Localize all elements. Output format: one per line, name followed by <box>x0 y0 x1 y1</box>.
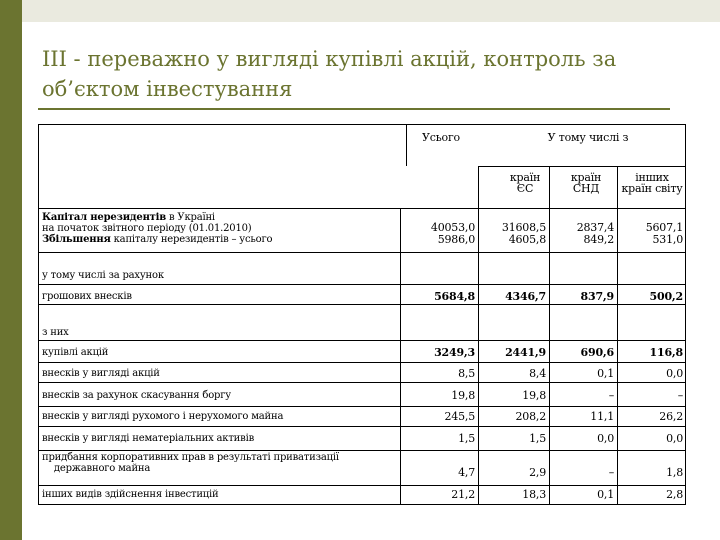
page-title: ІІІ - переважно у вигляді купівлі акцій, контроль за об’єктом інвестування <box>42 47 617 101</box>
header-cis: країн СНД <box>570 171 602 195</box>
table-cell-total: 40053,0 <box>430 221 475 234</box>
table-cell-total: 5684,8 <box>434 290 475 303</box>
table-cell-other: 2,8 <box>666 488 683 501</box>
table-cell-eu: 1,5 <box>529 432 546 445</box>
table-row-label: купівлі акцій <box>42 347 109 358</box>
investment-table <box>38 124 686 505</box>
header-subdivider <box>478 166 686 167</box>
table-cell-cis: 837,9 <box>580 290 614 303</box>
row-divider <box>38 304 686 305</box>
table-row-label: внесків у вигляді акцій <box>42 368 160 379</box>
table-cell-other: 531,0 <box>652 233 683 246</box>
table-cell-cis: 849,2 <box>583 233 614 246</box>
table-row-label: внесків у вигляді рухомого і нерухомого майна <box>42 411 284 422</box>
table-row-label: Капітал нерезидентів в Україні на початок звітного періоду (01.01.2010) <box>42 212 252 234</box>
row-divider <box>38 382 686 383</box>
row-divider <box>38 252 686 253</box>
header-divider-cis-other <box>617 166 618 208</box>
table-bottom-border <box>38 504 686 505</box>
table-row-label: грошових внесків <box>42 291 132 302</box>
table-cell-total: 5986,0 <box>437 233 475 246</box>
table-cell-other: 500,2 <box>649 290 683 303</box>
header-eu: країн ЄС <box>509 171 541 195</box>
table-row-label: у тому числі за рахунок <box>42 270 164 281</box>
table-cell-other: 1,8 <box>666 466 683 479</box>
table-row-label: Збільшення капіталу нерезидентів – усього <box>42 234 273 245</box>
table-cell-cis: – <box>608 389 614 402</box>
header-bottom-border <box>38 208 686 209</box>
table-cell-cis: 2837,4 <box>576 221 614 234</box>
table-row-label: з них <box>42 327 69 338</box>
row-divider <box>38 362 686 363</box>
table-cell-eu: 4346,7 <box>505 290 546 303</box>
table-cell-eu: 31608,5 <box>501 221 546 234</box>
table-row-label: внесків за рахунок скасування боргу <box>42 390 231 401</box>
table-cell-cis: 0,1 <box>597 488 614 501</box>
row-divider <box>38 340 686 341</box>
table-row-label: інших видів здійснення інвестицій <box>42 489 219 500</box>
table-cell-other: 5607,1 <box>645 221 683 234</box>
header-divider-total <box>406 124 407 166</box>
header-other: інших країн світу <box>621 171 683 195</box>
header-divider-total-lower <box>478 166 479 208</box>
table-cell-total: 21,2 <box>451 488 475 501</box>
table-cell-cis: 0,1 <box>597 367 614 380</box>
table-cell-eu: 8,4 <box>529 367 546 380</box>
table-cell-cis: 11,1 <box>590 410 614 423</box>
title-underline <box>38 108 670 110</box>
table-cell-total: 1,5 <box>458 432 475 445</box>
table-cell-cis: 690,6 <box>580 346 614 359</box>
table-cell-total: 245,5 <box>444 410 475 423</box>
header-divider-eu-cis <box>549 166 550 208</box>
table-top-border <box>38 124 686 125</box>
table-cell-other: 0,0 <box>666 367 683 380</box>
table-cell-cis: – <box>608 466 614 479</box>
table-cell-other: – <box>677 389 683 402</box>
table-cell-total: 8,5 <box>458 367 475 380</box>
table-cell-eu: 208,2 <box>515 410 546 423</box>
table-cell-eu: 18,3 <box>522 488 546 501</box>
row-divider <box>38 406 686 407</box>
table-left-border <box>38 124 39 505</box>
left-accent-bar <box>0 0 22 540</box>
table-cell-total: 19,8 <box>451 389 475 402</box>
table-cell-other: 116,8 <box>649 346 683 359</box>
table-cell-other: 0,0 <box>666 432 683 445</box>
table-row-label: внесків у вигляді нематеріальних активів <box>42 433 255 444</box>
table-cell-other: 26,2 <box>659 410 683 423</box>
table-row-label: придбання корпоративних прав в результаті приватизації державного майна <box>42 452 339 474</box>
table-cell-eu: 19,8 <box>522 389 546 402</box>
table-cell-cis: 0,0 <box>597 432 614 445</box>
table-cell-eu: 4605,8 <box>508 233 546 246</box>
table-cell-eu: 2,9 <box>529 466 546 479</box>
top-band <box>22 0 720 22</box>
row-divider <box>38 450 686 451</box>
table-right-border <box>685 124 686 505</box>
row-divider <box>38 284 686 285</box>
table-cell-eu: 2441,9 <box>505 346 546 359</box>
table-cell-total: 4,7 <box>458 466 475 479</box>
row-divider <box>38 485 686 486</box>
header-total: Усього <box>422 131 460 144</box>
row-divider <box>38 426 686 427</box>
header-including: У тому числі з <box>547 131 629 144</box>
table-cell-total: 3249,3 <box>434 346 475 359</box>
